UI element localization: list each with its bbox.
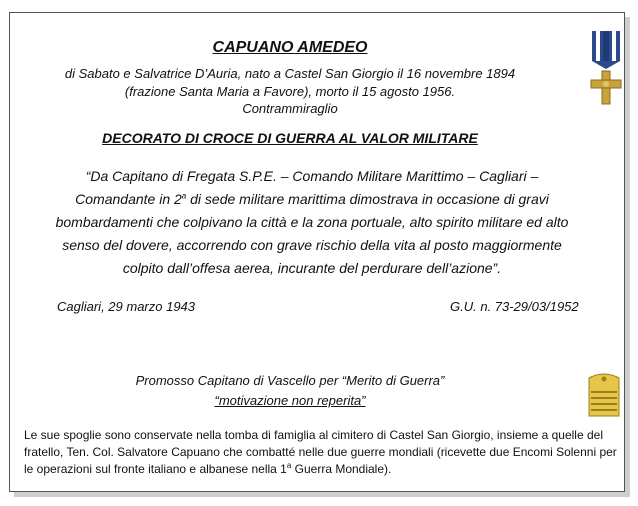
citation-superscript: a — [181, 191, 187, 201]
biography-line-2: (frazione Santa Maria a Favore), morto il 15 agosto 1956. — [124, 84, 456, 99]
citation-part-1: “Da Capitano di Fregata S.P.E. – Comando Militare Marittimo – Cagliari – Comandante in 2 — [75, 168, 539, 207]
promotion-text: Promosso Capitano di Vascello per “Merito di Guerra” — [135, 373, 445, 388]
citation-part-2: di sede militare marittima dimostrava in occasione di gravi bombardamenti che colpivano la città e la zona portuale, alto spirito militare ed alto senso del dovere, accorrendo con grave rischio della vita al posto maggiormente colpito dall’offesa aerea, incurante del perdurare dell’azione”. — [55, 191, 569, 276]
remains-superscript: a — [286, 461, 292, 470]
decoration-title: DECORATO DI CROCE DI GUERRA AL VALOR MILITARE — [102, 130, 478, 146]
citation-text — [50, 165, 574, 280]
rank: Contrammiraglio — [242, 101, 338, 116]
shoulder-board-icon — [586, 370, 622, 418]
person-name: CAPUANO AMEDEO — [212, 39, 368, 56]
place-date: Cagliari, 29 marzo 1943 — [57, 299, 196, 314]
biography-line-1: di Sabato e Salvatrice D’Auria, nato a Castel San Giorgio il 16 novembre 1894 — [64, 66, 516, 81]
promotion — [10, 371, 570, 411]
war-cross-medal-icon — [583, 31, 629, 106]
document-frame — [9, 12, 625, 492]
remains-paragraph — [24, 427, 624, 478]
remains-part-2: Guerra Mondiale). — [291, 462, 392, 476]
biography — [10, 65, 570, 101]
remains-part-1: Le sue spoglie sono conservate nella tomba di famiglia al cimitero di Castel San Giorgio, insieme a quelle del fratello, Ten. Col. Salvatore Capuano che combatté nelle due guerre mondiali (ricevette due Encomi Solenni per le operazioni sul fronte italiano e albanese nella 1 — [24, 428, 617, 476]
promotion-motivation: “motivazione non reperita” — [214, 393, 366, 408]
gazette-reference: G.U. n. 73-29/03/1952 — [450, 299, 579, 314]
